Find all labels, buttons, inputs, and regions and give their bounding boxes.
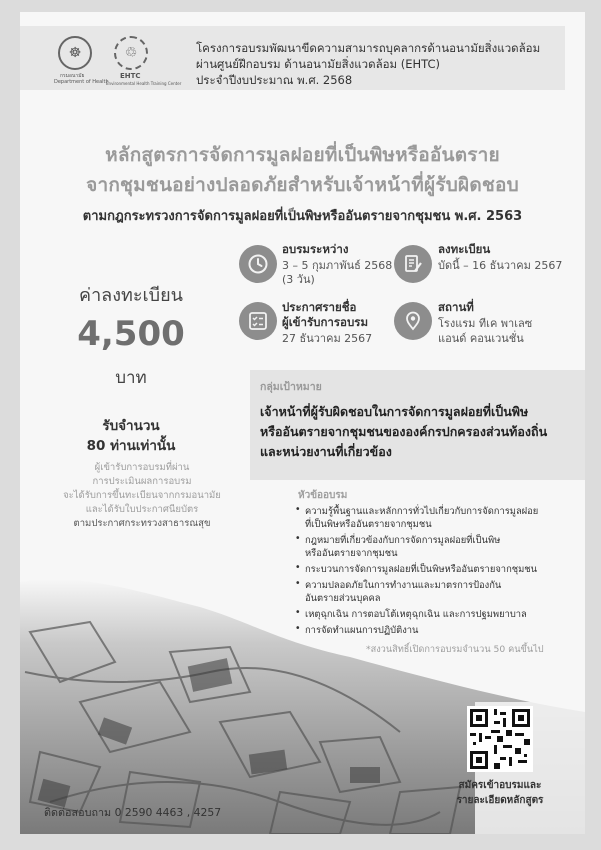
capacity-value: 80 ท่านเท่านั้น <box>86 438 176 454</box>
register-dates: บัดนี้ – 16 ธันวาคม 2567 <box>438 259 563 272</box>
header-line-3: ประจำปีงบประมาณ พ.ศ. 2568 <box>196 73 353 87</box>
condition-line: ตามประกาศกระทรวงสาธารณสุข <box>73 518 211 529</box>
capacity-label: รับจำนวน <box>102 418 160 434</box>
condition-line: การประเมินผลการอบรม <box>92 476 192 487</box>
venue-name-1: โรงแรม ทีเค พาเลซ <box>438 317 533 330</box>
qr-caption-1: สมัครเข้าอบรมและ <box>458 780 542 791</box>
announce-label-1: ประกาศรายชื่อ <box>282 300 357 314</box>
topic-item-cont: ที่เป็นพิษหรืออันตรายจากชุมชน <box>305 519 432 530</box>
training-dates: 3 – 5 กุมภาพันธ์ 2568 <box>282 259 393 272</box>
moph-logo: ☸ <box>58 36 92 70</box>
topic-item: • เหตุฉุกเฉิน การตอบโต้เหตุฉุกเฉิน และการปฐมพยาบาล <box>295 607 527 620</box>
location-pin-icon <box>394 302 432 340</box>
target-line: และหน่วยงานที่เกี่ยวข้อง <box>260 444 392 459</box>
qr-code[interactable] <box>467 706 533 772</box>
topic-item: • กฎหมายที่เกี่ยวข้องกับการจัดการมูลฝอยที่เป็นพิษ <box>295 533 501 546</box>
target-title: กลุ่มเป้าหมาย <box>260 381 322 393</box>
topic-item-cont: อันตรายส่วนบุคคล <box>305 593 381 604</box>
fee-unit: บาท <box>115 368 147 388</box>
moph-logo-caption: กรมอนามัย <box>60 73 85 79</box>
contact-phone: ติดต่อสอบถาม 0 2590 4463 , 4257 <box>44 806 222 819</box>
checklist-icon <box>239 302 277 340</box>
topic-item: • การจัดทำแผนการปฏิบัติงาน <box>295 623 419 636</box>
condition-line: และได้รับใบประกาศนียบัตร <box>85 504 199 515</box>
ehtc-logo: ♲ <box>114 36 148 70</box>
target-line: เจ้าหน้าที่ผู้รับผิดชอบในการจัดการมูลฝอยที่เป็นพิษ <box>260 404 529 419</box>
clock-icon <box>239 245 277 283</box>
announce-label-2: ผู้เข้ารับการอบรม <box>282 315 369 329</box>
venue-name-2: แอนด์ คอนเวนชั่น <box>438 332 524 345</box>
title-line-2: จากชุมชนอย่างปลอดภัยสำหรับเจ้าหน้าที่ผู้รับผิดชอบ <box>86 174 519 196</box>
ehtc-logo-label: EHTC <box>120 72 141 80</box>
topics-title: หัวข้ออบรม <box>298 490 348 501</box>
header-line-2: ผ่านศูนย์ฝึกอบรม ด้านอนามัยสิ่งแวดล้อม (EHTC) <box>196 57 441 71</box>
topic-item: • ความรู้พื้นฐานและหลักการทั่วไปเกี่ยวกับการจัดการมูลฝอย <box>295 504 539 517</box>
target-line: หรืออันตรายจากชุมชนขององค์กรปกครองส่วนท้องถิ่น <box>260 424 548 439</box>
poster-sheet <box>20 12 585 834</box>
header-line-1: โครงการอบรมพัฒนาขีดความสามารถบุคลากรด้านอนามัยสิ่งแวดล้อม <box>196 41 541 55</box>
ehtc-logo-caption: Environmental Health Training Center <box>106 81 182 86</box>
venue-label: สถานที่ <box>438 300 474 314</box>
subtitle: ตามกฎกระทรวงการจัดการมูลฝอยที่เป็นพิษหรืออันตรายจากชุมชน พ.ศ. 2563 <box>82 209 523 224</box>
training-label: อบรมระหว่าง <box>282 242 349 256</box>
moph-logo-caption-en: Department of Health <box>54 79 109 85</box>
fee-amount: 4,500 <box>77 314 185 354</box>
topic-item: • ความปลอดภัยในการทำงานและมาตรการป้องกัน <box>295 578 502 591</box>
title-line-1: หลักสูตรการจัดการมูลฝอยที่เป็นพิษหรืออันตราย <box>105 144 500 166</box>
announce-date: 27 ธันวาคม 2567 <box>282 332 373 345</box>
qr-caption-2: รายละเอียดหลักสูตร <box>456 795 544 806</box>
note: *สงวนสิทธิ์เปิดการอบรมจำนวน 50 คนขึ้นไป <box>366 644 544 655</box>
topic-item-cont: หรืออันตรายจากชุมชน <box>305 548 398 559</box>
condition-line: จะได้รับการขึ้นทะเบียนจากกรมอนามัย <box>63 490 221 501</box>
topic-item: • กระบวนการจัดการมูลฝอยที่เป็นพิษหรืออันตรายจากชุมชน <box>295 562 538 575</box>
training-duration: (3 วัน) <box>282 273 315 286</box>
condition-line: ผู้เข้ารับการอบรมที่ผ่าน <box>94 462 190 473</box>
register-label: ลงทะเบียน <box>438 242 491 256</box>
fee-label: ค่าลงทะเบียน <box>79 285 183 306</box>
form-pen-icon <box>394 245 432 283</box>
